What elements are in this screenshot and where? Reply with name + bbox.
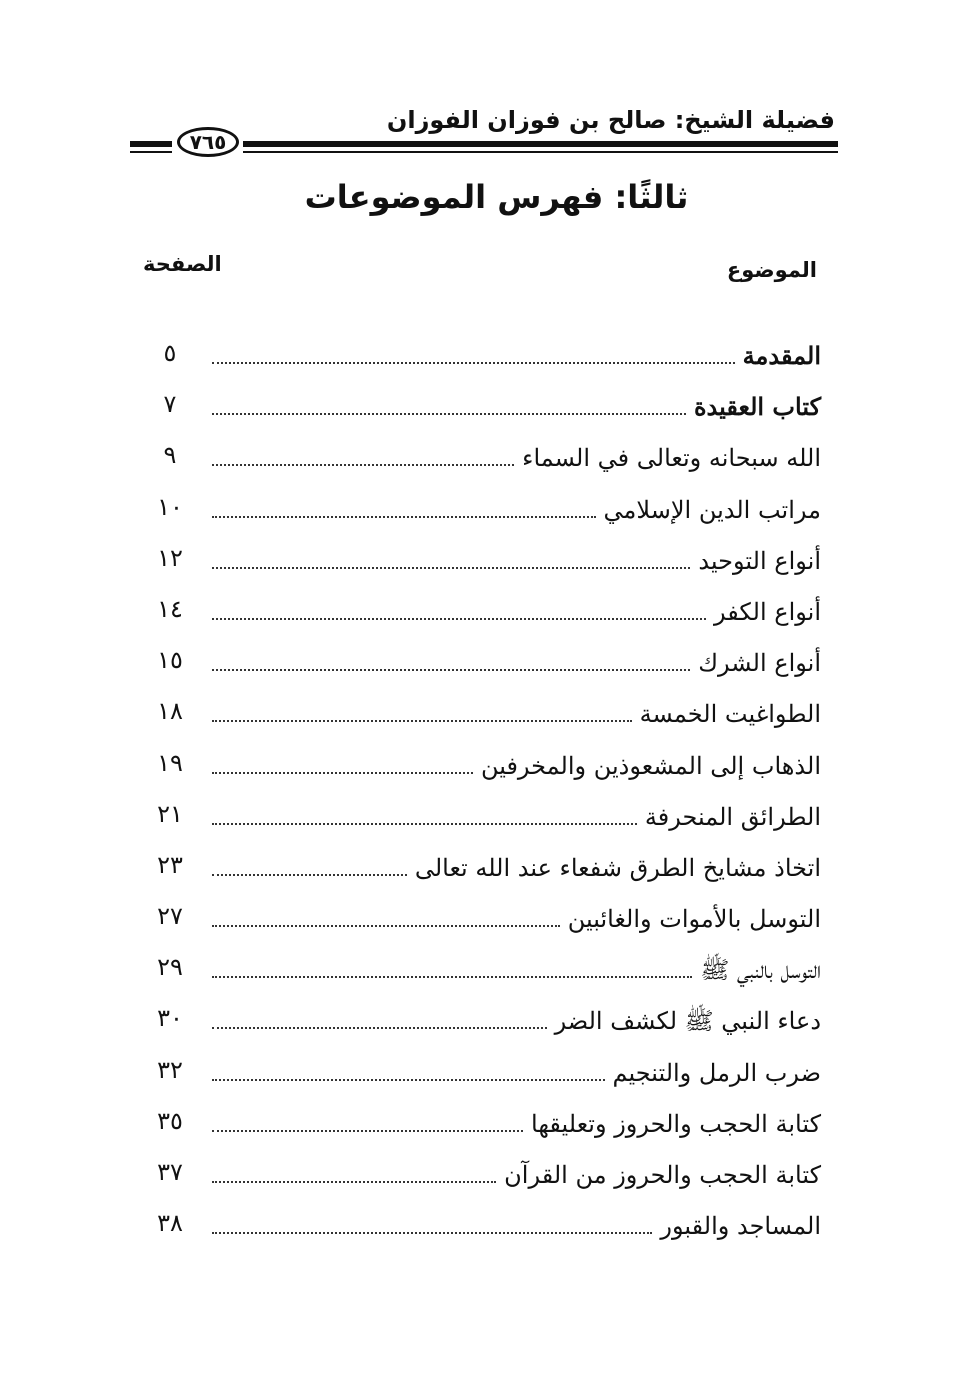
dot-leader	[212, 1232, 652, 1234]
toc-entry	[0, 1155, 953, 1206]
toc-entry-title: المقدمة	[742, 341, 821, 370]
toc-entry-page: ٢١	[157, 799, 183, 828]
toc-entry-page: ٥	[163, 339, 177, 367]
toc-entry-page: ٧	[163, 390, 177, 419]
dot-leader	[212, 772, 473, 774]
toc-entry-page: ٣٢	[157, 1055, 183, 1084]
dot-leader	[212, 976, 692, 978]
toc-entry	[0, 643, 953, 694]
toc-entry	[0, 746, 953, 797]
header-rule-left-thick	[130, 141, 172, 147]
toc-entry-title: الله سبحانه وتعالى في السماء	[522, 444, 821, 473]
toc-entry-page: ٣٨	[157, 1209, 183, 1238]
toc-entry	[0, 592, 953, 643]
toc-entry-page: ٢٩	[157, 953, 183, 982]
dot-leader	[212, 1181, 496, 1183]
toc-entry-page: ٣٧	[157, 1158, 183, 1186]
toc-entry-title: الطرائق المنحرفة	[644, 802, 821, 831]
section-title: ثالثًا: فهرس الموضوعات	[304, 178, 689, 216]
toc-entry-page: ٢٧	[157, 902, 183, 931]
dot-leader	[212, 362, 735, 364]
toc-entry-title: أنواع الشرك	[698, 649, 821, 678]
running-head: فضيلة الشيخ: صالح بن فوزان الفوزان	[386, 106, 835, 134]
toc-entry-title: أنواع الكفر	[714, 597, 821, 626]
dot-leader	[212, 1079, 605, 1081]
toc-entry-page: ٣٥	[157, 1106, 183, 1135]
toc-entry-title: كتاب العقيدة	[693, 392, 821, 422]
dot-leader	[212, 823, 637, 825]
toc-entry	[0, 541, 953, 592]
toc-entry-title: التوسل بالأموات والغائبين	[567, 905, 821, 934]
toc-entry-page: ١٢	[157, 543, 183, 572]
toc-entry-title: اتخاذ مشايخ الطرق شفعاء عند الله تعالى	[414, 853, 821, 882]
toc-entry-page: ٣٠	[157, 1004, 183, 1033]
toc-entry-title: ضرب الرمل والتنجيم	[612, 1058, 821, 1087]
page-number-badge	[177, 127, 239, 157]
header-rule-thick	[243, 141, 838, 147]
dot-leader	[212, 413, 686, 415]
toc-entry	[0, 490, 953, 541]
toc-entry-title: مراتب الدين الإسلامي	[603, 495, 821, 524]
toc-entry-title: التوسل بالنبي ﷺ	[700, 956, 821, 985]
toc-entry-page: ١٤	[157, 594, 183, 623]
toc-entry	[0, 797, 953, 848]
column-header-topic: الموضوع	[726, 258, 817, 282]
toc-entry	[0, 1053, 953, 1104]
toc-entry-title: دعاء النبي ﷺ لكشف الضر	[554, 1007, 821, 1036]
dot-leader	[212, 874, 407, 876]
toc-entry-page: ٢٣	[157, 850, 183, 879]
toc-entry	[0, 694, 953, 745]
toc-entry	[0, 1206, 953, 1257]
toc-entry-page: ١٩	[157, 748, 183, 777]
toc-entry-title: الطواغيت الخمسة	[639, 700, 821, 729]
dot-leader	[212, 1027, 547, 1029]
toc-entry	[0, 336, 953, 387]
toc-entry	[0, 848, 953, 899]
dot-leader	[212, 925, 560, 927]
toc-entry-page: ١٠	[157, 492, 183, 521]
dot-leader	[212, 464, 514, 466]
toc-entry	[0, 387, 953, 438]
dot-leader	[212, 516, 596, 518]
toc-entry	[0, 1104, 953, 1155]
toc-entry	[0, 438, 953, 489]
dot-leader	[212, 618, 706, 620]
toc-entry-title: أنواع التوحيد	[698, 546, 821, 575]
header-rule-left-thin	[130, 151, 172, 153]
dot-leader	[212, 720, 632, 722]
toc-entry-page: ١٥	[157, 646, 183, 675]
dot-leader	[212, 567, 690, 569]
column-header-page: الصفحة	[143, 252, 222, 276]
toc-entry	[0, 950, 953, 1001]
header-rule-thin	[243, 151, 838, 153]
page-number: ٧٦٥	[189, 130, 227, 154]
dot-leader	[212, 1130, 523, 1132]
toc-entry-page: ١٨	[157, 697, 183, 726]
toc-entry-title: كتابة الحجب والحروز وتعليقها	[531, 1109, 821, 1138]
toc-entry-page: ٩	[163, 441, 177, 470]
toc-entry-title: المساجد والقبور	[660, 1212, 821, 1241]
dot-leader	[212, 669, 690, 671]
toc-entry-title: الذهاب إلى المشعوذين والمخرفين	[480, 751, 821, 780]
toc-list	[0, 336, 953, 1257]
toc-entry	[0, 899, 953, 950]
toc-entry-title: كتابة الحجب والحروز من القرآن	[504, 1161, 821, 1189]
toc-entry	[0, 1001, 953, 1052]
